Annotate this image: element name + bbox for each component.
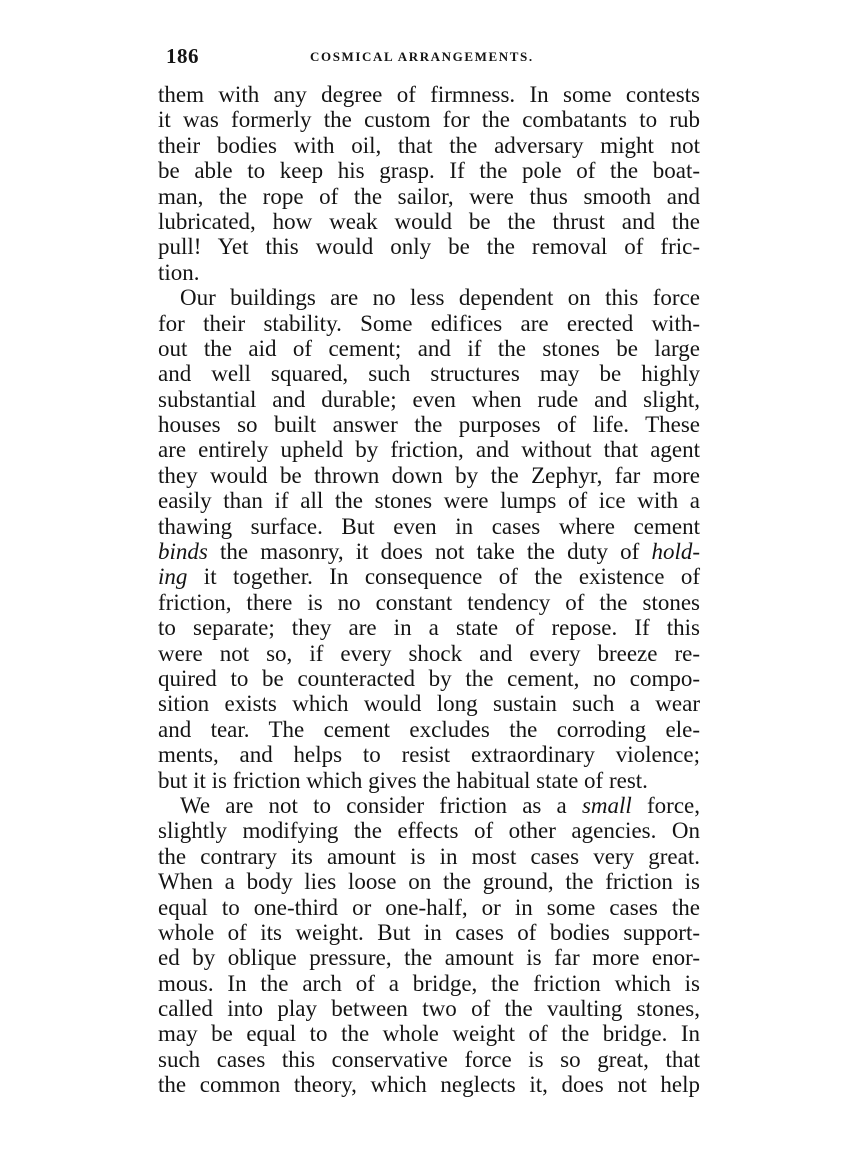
text-line (158, 285, 700, 310)
text-line (158, 666, 700, 691)
text-line (158, 336, 700, 361)
text-run: it together. In consequence of the existence of (187, 564, 700, 590)
text-run: them with any degree of firmness. In some contests (158, 82, 700, 107)
text-run: man, the rope of the sailor, were thus smooth and (158, 183, 700, 209)
text-run: called into play between two of the vaulting stones, (158, 996, 700, 1022)
text-run: whole of its weight. But in cases of bodies support- (158, 919, 700, 945)
text-line (158, 514, 700, 539)
text-line (158, 209, 700, 234)
text-line (158, 996, 700, 1021)
text-run: mous. In the arch of a bridge, the friction which is (158, 970, 700, 996)
text-run: When a body lies loose on the ground, the friction is (158, 869, 700, 895)
text-line (158, 361, 700, 386)
body-text (158, 82, 700, 1098)
text-run: equal to one-third or one-half, or in some cases the (158, 894, 700, 920)
text-line (158, 1021, 700, 1046)
running-title: COSMICAL ARRANGEMENTS. (310, 49, 534, 64)
text-line (158, 1047, 700, 1072)
text-run: friction, there is no constant tendency of the stones (158, 589, 700, 615)
text-line (158, 844, 700, 869)
text-line (158, 311, 700, 336)
text-run: for their stability. Some edifices are erected with- (158, 310, 700, 336)
text-run: and tear. The cement excludes the corroding ele- (158, 716, 700, 742)
page-number: 186 (166, 44, 199, 68)
text-line (158, 945, 700, 970)
text-run: are entirely upheld by friction, and without that agent (158, 437, 700, 463)
text-run: and well squared, such structures may be highly (158, 361, 700, 387)
text-run: thawing surface. But even in cases where cement (158, 513, 700, 539)
text-line (158, 539, 700, 564)
text-run: ed by oblique pressure, the amount is far more enor- (158, 945, 700, 971)
running-head (166, 44, 698, 68)
text-run: out the aid of cement; and if the stones be large (158, 335, 700, 361)
text-line (158, 869, 700, 894)
text-line (158, 691, 700, 716)
text-line (158, 818, 700, 843)
text-line (158, 82, 700, 107)
text-run: it was formerly the custom for the combatants to rub (158, 107, 700, 133)
text-line (158, 260, 700, 285)
text-line (158, 184, 700, 209)
text-line (158, 971, 700, 996)
italic-text: ing (158, 564, 188, 590)
italic-text: binds (158, 539, 208, 565)
italic-text: hold- (651, 539, 700, 565)
italic-text: small (581, 792, 632, 818)
text-run: the masonry, it does not take the duty of (207, 539, 652, 565)
text-line (158, 615, 700, 640)
text-run: force, (631, 792, 700, 818)
text-run: their bodies with oil, that the adversary might not (158, 132, 700, 158)
text-run: pull! Yet this would only be the removal of fric- (158, 234, 700, 260)
text-line (158, 234, 700, 259)
text-run: tion. (158, 259, 200, 285)
text-line (158, 564, 700, 589)
text-run: such cases this conservative force is so great, that (158, 1046, 700, 1072)
text-line (158, 133, 700, 158)
text-run: but it is friction which gives the habitual state of rest. (158, 767, 648, 793)
text-line (158, 107, 700, 132)
text-line (158, 920, 700, 945)
text-run: slightly modifying the effects of other agencies. On (158, 818, 700, 844)
text-line (158, 387, 700, 412)
text-line (158, 488, 700, 513)
text-run: may be equal to the whole weight of the bridge. In (158, 1021, 700, 1047)
text-run: the common theory, which neglects it, does not help (158, 1072, 700, 1098)
text-line (158, 412, 700, 437)
text-line (158, 717, 700, 742)
text-run: Our buildings are no less dependent on this force (180, 285, 700, 311)
text-run: to separate; they are in a state of repose. If this (158, 615, 700, 641)
text-line (158, 768, 700, 793)
text-run: substantial and durable; even when rude and slight, (158, 386, 700, 412)
text-run: sition exists which would long sustain such a wear (158, 691, 700, 717)
text-run: houses so built answer the purposes of life. These (158, 412, 700, 438)
text-line (158, 895, 700, 920)
text-run: they would be thrown down by the Zephyr, far more (158, 462, 700, 488)
text-run: were not so, if every shock and every breeze re- (158, 640, 700, 666)
text-run: easily than if all the stones were lumps of ice with a (158, 488, 700, 514)
text-line (158, 158, 700, 183)
text-line (158, 437, 700, 462)
text-run: lubricated, how weak would be the thrust and the (158, 208, 700, 234)
text-line (158, 590, 700, 615)
text-line (158, 793, 700, 818)
text-line (158, 641, 700, 666)
text-run: be able to keep his grasp. If the pole of the boat- (158, 158, 700, 184)
text-line (158, 463, 700, 488)
text-run: We are not to consider friction as a (180, 792, 582, 818)
text-run: the contrary its amount is in most cases very great. (158, 843, 700, 869)
text-line (158, 1072, 700, 1097)
text-line (158, 742, 700, 767)
text-run: quired to be counteracted by the cement, no compo- (158, 665, 700, 691)
text-run: ments, and helps to resist extraordinary violence; (158, 742, 700, 768)
